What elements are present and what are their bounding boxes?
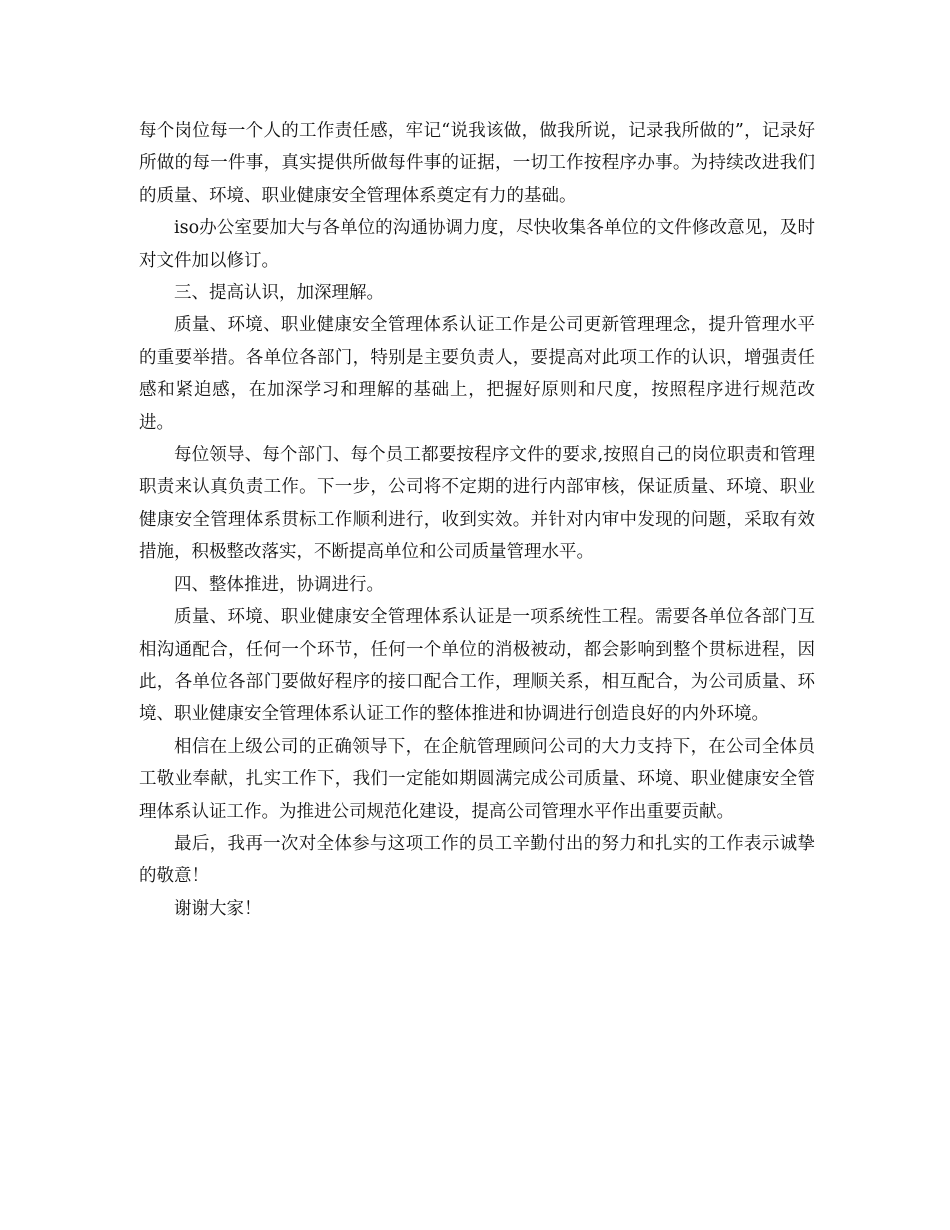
paragraph-iso-office: iso办公室要加大与各单位的沟通协调力度，尽快收集各单位的文件修改意见，及时对文件加以修订。: [139, 218, 815, 271]
paragraph-continuation: 每个岗位每一个人的工作责任感，牢记“说我该做，做我所说，记录我所做的”，记录好所做的每一件事，真实提供所做每件事的证据，一切工作按程序办事。为持续改进我们的质量、环境、职业健康安全管理体系奠定有力的基础。: [139, 121, 815, 206]
paragraph-coordination: 质量、环境、职业健康安全管理体系认证是一项系统性工程。需要各单位各部门互相沟通配合，任何一个环节，任何一个单位的消极被动，都会影响到整个贯标进程，因此，各单位各部门要做好程序的接口配合工作，理顺关系，相互配合，为公司质量、环境、职业健康安全管理体系认证工作的整体推进和协调进行创造良好的内外环境。: [139, 607, 815, 725]
paragraph-closing: 谢谢大家！: [174, 898, 262, 919]
section-heading-three: 三、提高认识，加深理解。: [174, 283, 384, 304]
section-heading-four: 四、整体推进，协调进行。: [174, 574, 384, 595]
paragraph-gratitude: 最后，我再一次对全体参与这项工作的员工辛勤付出的努力和扎实的工作表示诚挚的敬意！: [139, 833, 815, 887]
paragraph-responsibilities: 每位领导、每个部门、每个员工都要按程序文件的要求,按照自己的岗位职责和管理职责来认真负责工作。下一步，公司将不定期的进行内部审核，保证质量、环境、职业健康安全管理体系贯标工作顺利进行，收到实效。并针对内审中发现的问题，采取有效措施，积极整改落实，不断提高单位和公司质量管理水平。: [139, 445, 815, 563]
document-page: [139, 115, 815, 925]
paragraph-confidence: 相信在上级公司的正确领导下，在企航管理顾问公司的大力支持下，在公司全体员工敬业奉献，扎实工作下，我们一定能如期圆满完成公司质量、环境、职业健康安全管理体系认证工作。为推进公司规范化建设，提高公司管理水平作出重要贡献。: [139, 736, 815, 822]
paragraph-importance: 质量、环境、职业健康安全管理体系认证工作是公司更新管理理念，提升管理水平的重要举措。各单位各部门，特别是主要负责人，要提高对此项工作的认识，增强责任感和紧迫感，在加深学习和理解的基础上，把握好原则和尺度，按照程序进行规范改进。: [139, 315, 815, 433]
